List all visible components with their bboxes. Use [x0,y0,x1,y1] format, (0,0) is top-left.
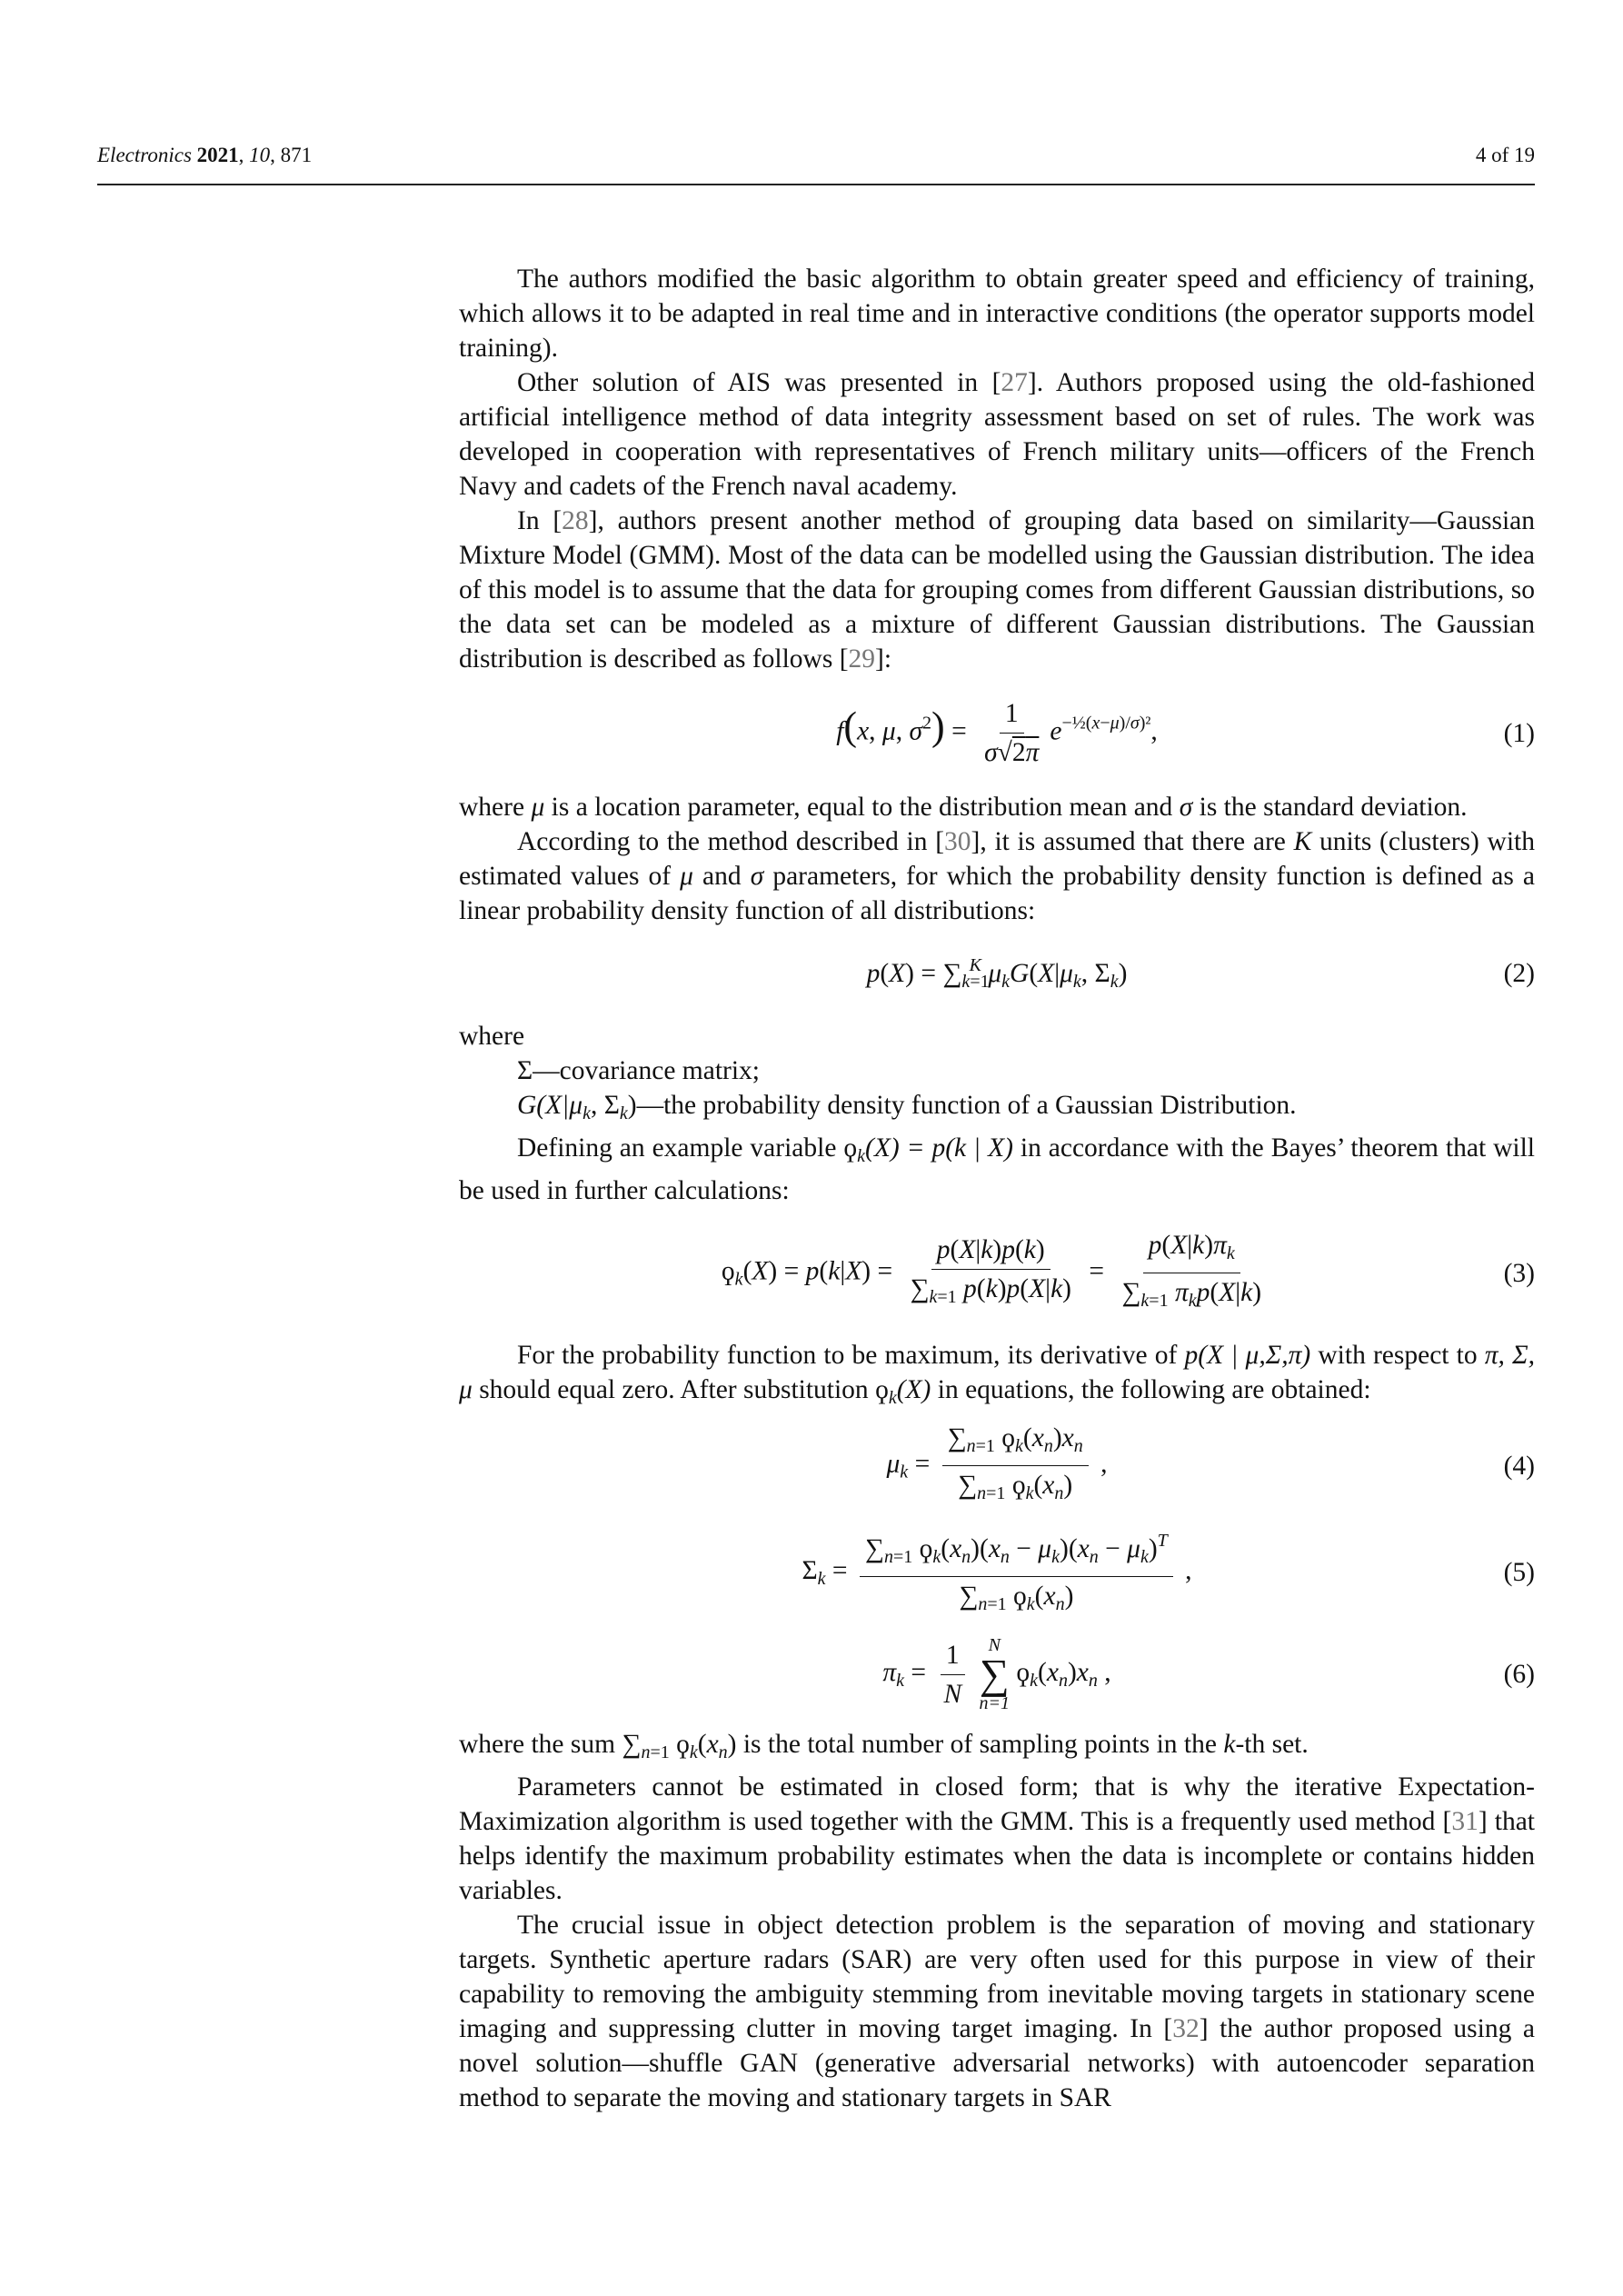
equation-number-5: (5) [1503,1558,1535,1587]
citation-28[interactable]: 28 [562,506,589,535]
equation-6: $\pi_k$ = $\frac{1}{N}$ N ∑ n=1 $ϙ_k(x_n)x_n$ , (6) [882,1635,1535,1713]
citation-30[interactable]: 30 [944,827,971,856]
paragraph-8: where the sum $\sum_{n=1}$ $ϙ_k(x_n)$ is the total number of sampling points in the k-th set. [459,1730,1309,1762]
paragraph-3: In [28], authors present another method of grouping data based on similarity—Gaussian Mixture Model (GMM). Most of the data can be modelled using the Gaussian distribution. The idea of this model is to assume that the data for grouping comes from different Gaussian distributions, so the data set can be modeled as a mixture of different Gaussian distributions. The Gaussian distribution is described as follows [29]: [459,506,1535,674]
equation-2: $p(X) = \sum_{k=1}^K$ $\mu_kG(X|\mu_k$, $\Sigma_k$) (2) [866,955,1535,992]
paragraph-10: The crucial issue in object detection problem is the separation of moving and stationary targets. Synthetic aperture radars (SAR) are very often used for this purpose in view of their capability to removing the ambiguity stemming from inevitable moving targets in stationary scene imaging and suppressing clutter in moving target imaging. In [32] the author proposed using a novel solution—shuffle GAN (generative adversarial networks) with autoencoder separation method to separate the moving and stationary targets in SAR [459,1911,1535,2112]
equation-1: f(x, μ, $\sigma^2$) = $\frac{1}{\sigma√2\pi}$ $e^{-\frac{1}{2}(x-\mu)/\sigma)^2}$, (1) [459,696,1535,770]
sigma-definition: Σ—covariance matrix; [517,1056,760,1085]
paragraph-2: Other solution of AIS was presented in [27]. Authors proposed using the old-fashioned artificial intelligence method of data integrity assessment based on set of rules. The work was developed in cooperation with representatives of French military units—officers of the French Navy and cadets of the French naval academy. [459,368,1535,501]
equation-5: $\Sigma_k$ = $\frac{\sum_{n=1} ϙ_k(x_n)(x_n - \mu_k)(x_n - \mu_k)^T}{\sum_{n=1} ϙ_k(x_n)}$ , (5) [459,1523,1535,1622]
article-body [459,262,1535,2115]
citation-29[interactable]: 29 [848,644,876,674]
equation-number-1: (1) [1503,718,1535,748]
journal-citation: Electronics 2021, 10, 871 [97,144,313,166]
equation-number-4: (4) [1503,1451,1535,1481]
header-rule [97,184,1535,185]
paragraph-6: Defining an example variable $ϙ_k(X) = p(k$ | X) in accordance with the Bayes’ theorem that will be used in further calculations: [459,1133,1535,1205]
citation-27[interactable]: 27 [1001,368,1028,397]
equation-number-6: (6) [1503,1660,1535,1689]
equation-number-3: (3) [1503,1258,1535,1288]
paragraph-1: The authors modified the basic algorithm to obtain greater speed and efficiency of training, which allows it to be adapted in real time and in interactive conditions (the operator supports model training). [459,265,1535,363]
page-number: 4 of 19 [1475,144,1535,166]
where-label: where [459,1022,525,1051]
equation-4: $\mu_k$ = $\frac{\sum_{n=1} ϙ_k(x_n)x_n}{\sum_{n=1} ϙ_k(x_n)}$ , (4) [459,1421,1535,1511]
paragraph-9: Parameters cannot be estimated in closed form; that is why the iterative Expectation-Maximization algorithm is used together with the GMM. This is a frequently used method [31] that helps identify the maximum probability estimates when the data is incomplete or contains hidden variables. [459,1772,1536,1905]
paragraph-5: According to the method described in [30], it is assumed that there are K units (clusters) with estimated values of μ and σ parameters, for which the probability density function is defined as a linear probability density function of all distributions: [459,827,1536,925]
g-definition: $G(X|\mu_k$, $\Sigma_k)—the$ probability density function of a Gaussian Distribution. [517,1091,1297,1123]
citation-32[interactable]: 32 [1172,2014,1200,2043]
paragraph-4: where μ is a location parameter, equal to the distribution mean and σ is the standard deviation. [459,793,1468,822]
equation-3: $ϙ_k(X) = p(k|X)$ = $\frac{p(X|k)p(k)}{\sum_{k=1} p(k)p(X|k)}$ = $\frac{p(X|k)\pi_k}{\sum_{k=1} \pi_kp(X|k)}$ (3) [459,1228,1535,1318]
running-header [97,144,1535,167]
equation-number-2: (2) [1503,959,1535,988]
citation-31[interactable]: 31 [1451,1807,1479,1836]
paragraph-7: For the probability function to be maximum, its derivative of p(X | μ,Σ,π) with respect to π, Σ, μ should equal zero. After substitution $ϙ_k(X)$ in equations, the following are obtained: [459,1341,1535,1408]
